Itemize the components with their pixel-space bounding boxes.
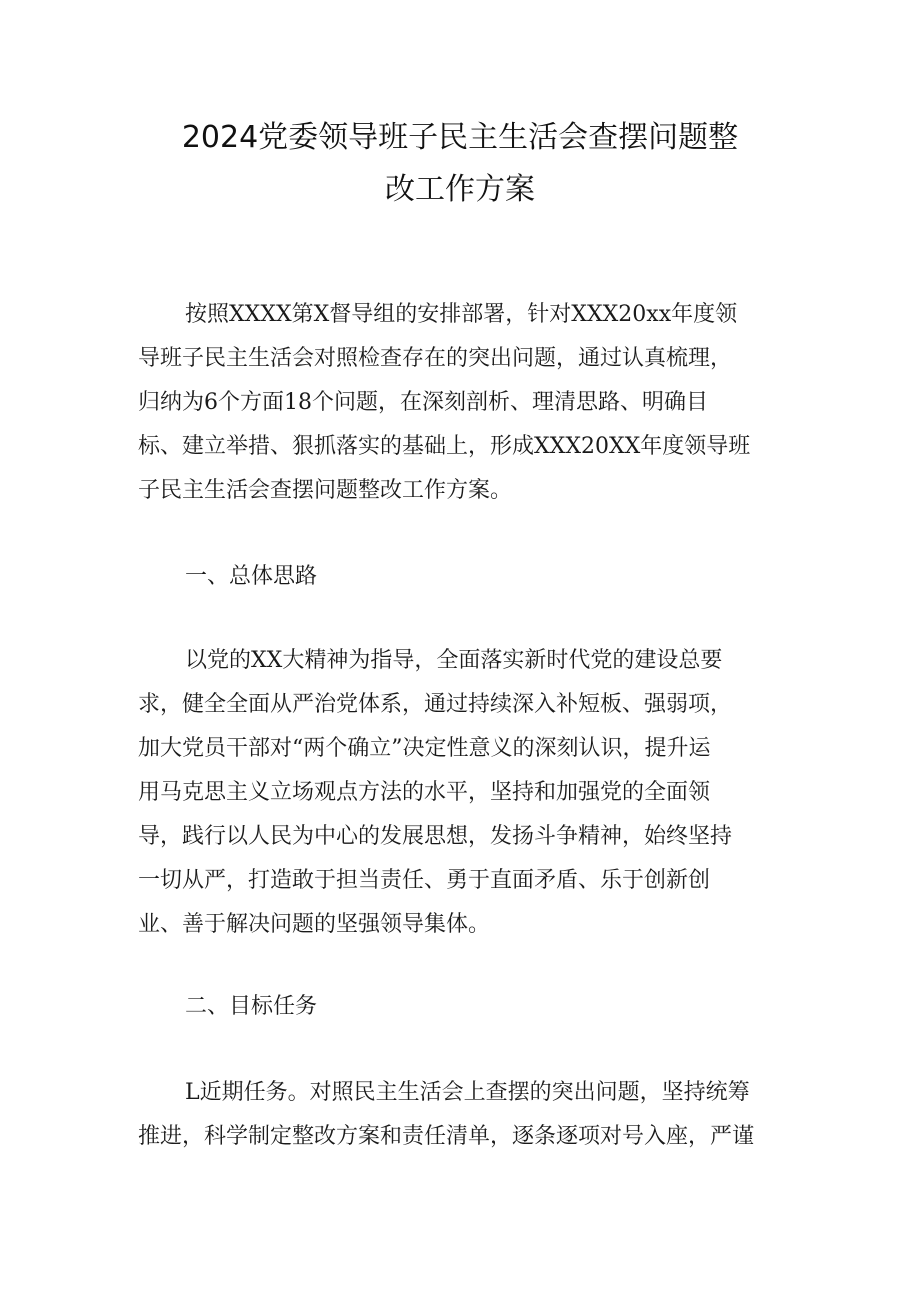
paragraph-line: 归纳为6个方面18个问题，在深刻剖析、理清思路、明确目	[138, 390, 708, 415]
document-title	[150, 112, 770, 216]
intro-paragraph	[138, 293, 788, 513]
paragraph-line: 以党的XX大精神为指导，全面落实新时代党的建设总要	[185, 648, 723, 673]
paragraph-line: 子民主生活会查摆问题整改工作方案。	[138, 478, 513, 503]
section-heading-1	[138, 555, 788, 599]
paragraph-line: 按照XXXX第X督导组的安排部署，针对XXX20xx年度领	[185, 302, 738, 327]
heading-text: 一、总体思路	[185, 564, 318, 589]
paragraph-line: 用马克思主义立场观点方法的水平，坚持和加强党的全面领	[138, 780, 711, 805]
guiding-principles-paragraph	[138, 639, 788, 947]
heading-text: 二、目标任务	[185, 994, 318, 1019]
objectives-paragraph	[138, 1071, 788, 1159]
paragraph-line: 求，健全全面从严治党体系，通过持续深入补短板、强弱项，	[138, 692, 733, 717]
paragraph-line: 导，践行以人民为中心的发展思想，发扬斗争精神，始终坚持	[138, 824, 733, 849]
paragraph-line: 一切从严，打造敢于担当责任、勇于直面矛盾、乐于创新创	[138, 868, 711, 893]
section-heading-2	[138, 985, 788, 1029]
paragraph-line: 加大党员干部对“两个确立”决定性意义的深刻认识，提升运	[138, 736, 711, 761]
paragraph-line: 业、善于解决问题的坚强领导集体。	[138, 912, 491, 937]
paragraph-line: 导班子民主生活会对照检查存在的突出问题，通过认真梳理，	[138, 346, 733, 371]
title-line: 2024党委领导班子民主生活会查摆问题整	[181, 120, 739, 155]
paragraph-line: 标、建立举措、狠抓落实的基础上，形成XXX20XX年度领导班	[138, 434, 751, 459]
title-line: 改工作方案	[385, 172, 535, 207]
paragraph-line: L近期任务。对照民主生活会上查摆的突出问题，坚持统筹	[185, 1080, 750, 1105]
paragraph-line: 推进，科学制定整改方案和责任清单，逐条逐项对号入座，严谨	[138, 1124, 755, 1149]
